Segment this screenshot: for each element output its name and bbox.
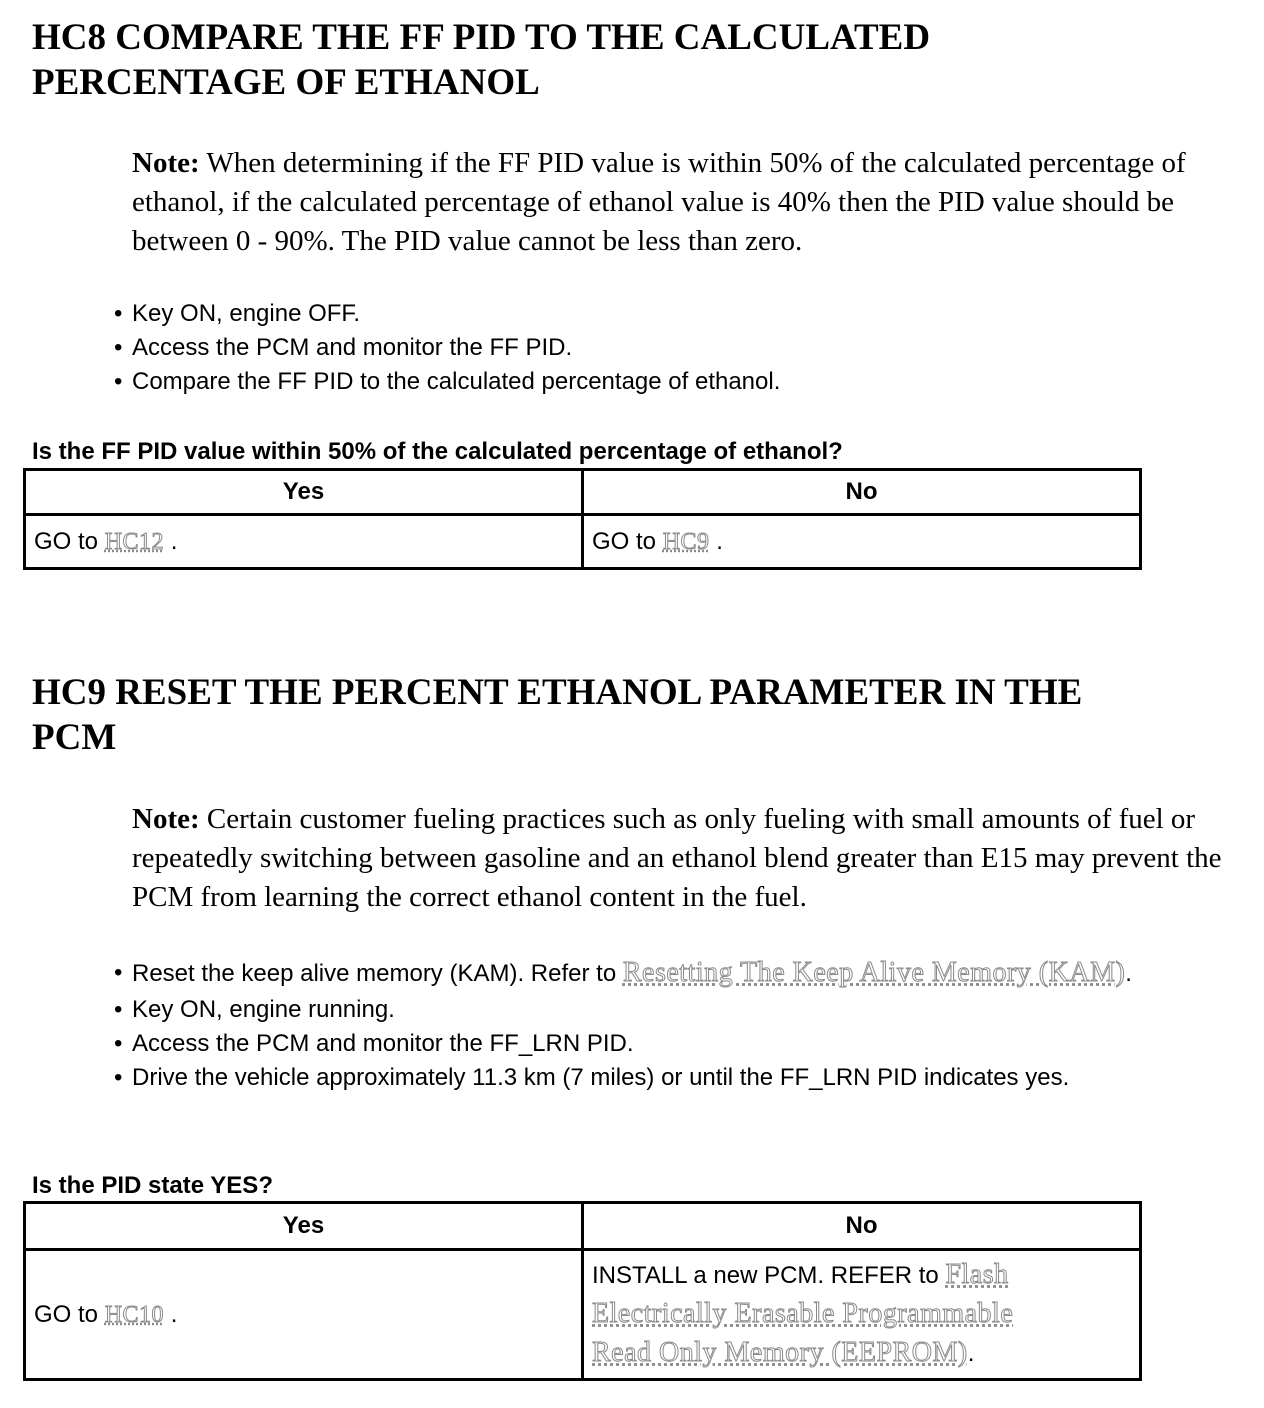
flash-eeprom-link[interactable]: Flash Electrically Erasable Programmable Read Only Memory (EEPROM) — [592, 1259, 1014, 1368]
hc9-bullet-list — [112, 956, 1242, 1095]
bullet-icon: • — [114, 1064, 123, 1091]
hc9-decision-table — [23, 1201, 1142, 1381]
list-item: • Access the PCM and monitor the FF_LRN PID. — [112, 1027, 1242, 1061]
bullet-icon: • — [114, 300, 123, 327]
no-header: No — [583, 1203, 1141, 1250]
list-item: • Drive the vehicle approximately 11.3 km (7 miles) or until the FF_LRN PID indicates yes. — [112, 1061, 1242, 1095]
list-item: • Key ON, engine OFF. — [112, 297, 1242, 331]
hc9-note-label: Note: — [132, 803, 200, 835]
table-row — [25, 515, 1141, 569]
bullet-icon: • — [114, 996, 123, 1023]
yes-header: Yes — [25, 470, 583, 515]
hc8-note — [132, 144, 1242, 261]
hc8-note-text: When determining if the FF PID value is within 50% of the calculated percentage of ethanol, if the calculated percentage of ethanol value is 40% then the PID value should be between 0 - 90%. The PID value cannot be less than zero. — [132, 147, 1186, 257]
bullet-icon: • — [114, 1030, 123, 1057]
resetting-kam-link[interactable]: Resetting The Keep Alive Memory (KAM) — [622, 957, 1126, 988]
bullet-icon: • — [114, 334, 123, 361]
hc9-heading — [32, 670, 1212, 760]
hc8-question: Is the FF PID value within 50% of the calculated percentage of ethanol? — [32, 438, 843, 465]
hc8-bullet-list — [112, 297, 1242, 399]
list-item: • Compare the FF PID to the calculated percentage of ethanol. — [112, 365, 1242, 399]
table-header-row — [25, 1203, 1141, 1250]
hc8-heading-line2: PERCENTAGE OF ETHANOL — [32, 62, 540, 103]
yes-header: Yes — [25, 1203, 583, 1250]
table-row — [25, 1250, 1141, 1380]
hc12-link[interactable]: HC12 — [104, 528, 165, 555]
hc9-heading-line2: PCM — [32, 717, 117, 758]
yes-cell: GO to HC10 . — [25, 1250, 583, 1380]
hc8-heading-line1: HC8 COMPARE THE FF PID TO THE CALCULATED — [32, 17, 931, 58]
no-cell: GO to HC9 . — [583, 515, 1141, 569]
bullet-icon: • — [114, 368, 123, 395]
hc8-note-label: Note: — [132, 147, 200, 179]
no-header: No — [583, 470, 1141, 515]
hc8-decision-table — [23, 468, 1142, 570]
no-cell: INSTALL a new PCM. REFER to Flash Electrically Erasable Programmable Read Only Memory (EEPROM). — [583, 1250, 1141, 1380]
table-header-row — [25, 470, 1141, 515]
list-item: • Key ON, engine running. — [112, 993, 1242, 1027]
hc9-note-text: Certain customer fueling practices such as only fueling with small amounts of fuel or repeatedly switching between gasoline and an ethanol blend greater than E15 may prevent the PCM from learning the correct ethanol content in the fuel. — [132, 803, 1222, 913]
list-item: • Reset the keep alive memory (KAM). Refer to Resetting The Keep Alive Memory (KAM). — [114, 957, 1132, 988]
bullet-icon: • — [114, 959, 123, 986]
hc9-heading-line1: HC9 RESET THE PERCENT ETHANOL PARAMETER IN THE — [32, 672, 1083, 713]
yes-cell: GO to HC12 . — [25, 515, 583, 569]
list-item: • Access the PCM and monitor the FF PID. — [112, 331, 1242, 365]
hc9-link[interactable]: HC9 — [662, 528, 710, 555]
hc8-heading — [32, 15, 1212, 105]
hc9-note — [132, 800, 1242, 917]
hc10-link[interactable]: HC10 — [104, 1301, 165, 1328]
hc9-question: Is the PID state YES? — [32, 1172, 273, 1199]
